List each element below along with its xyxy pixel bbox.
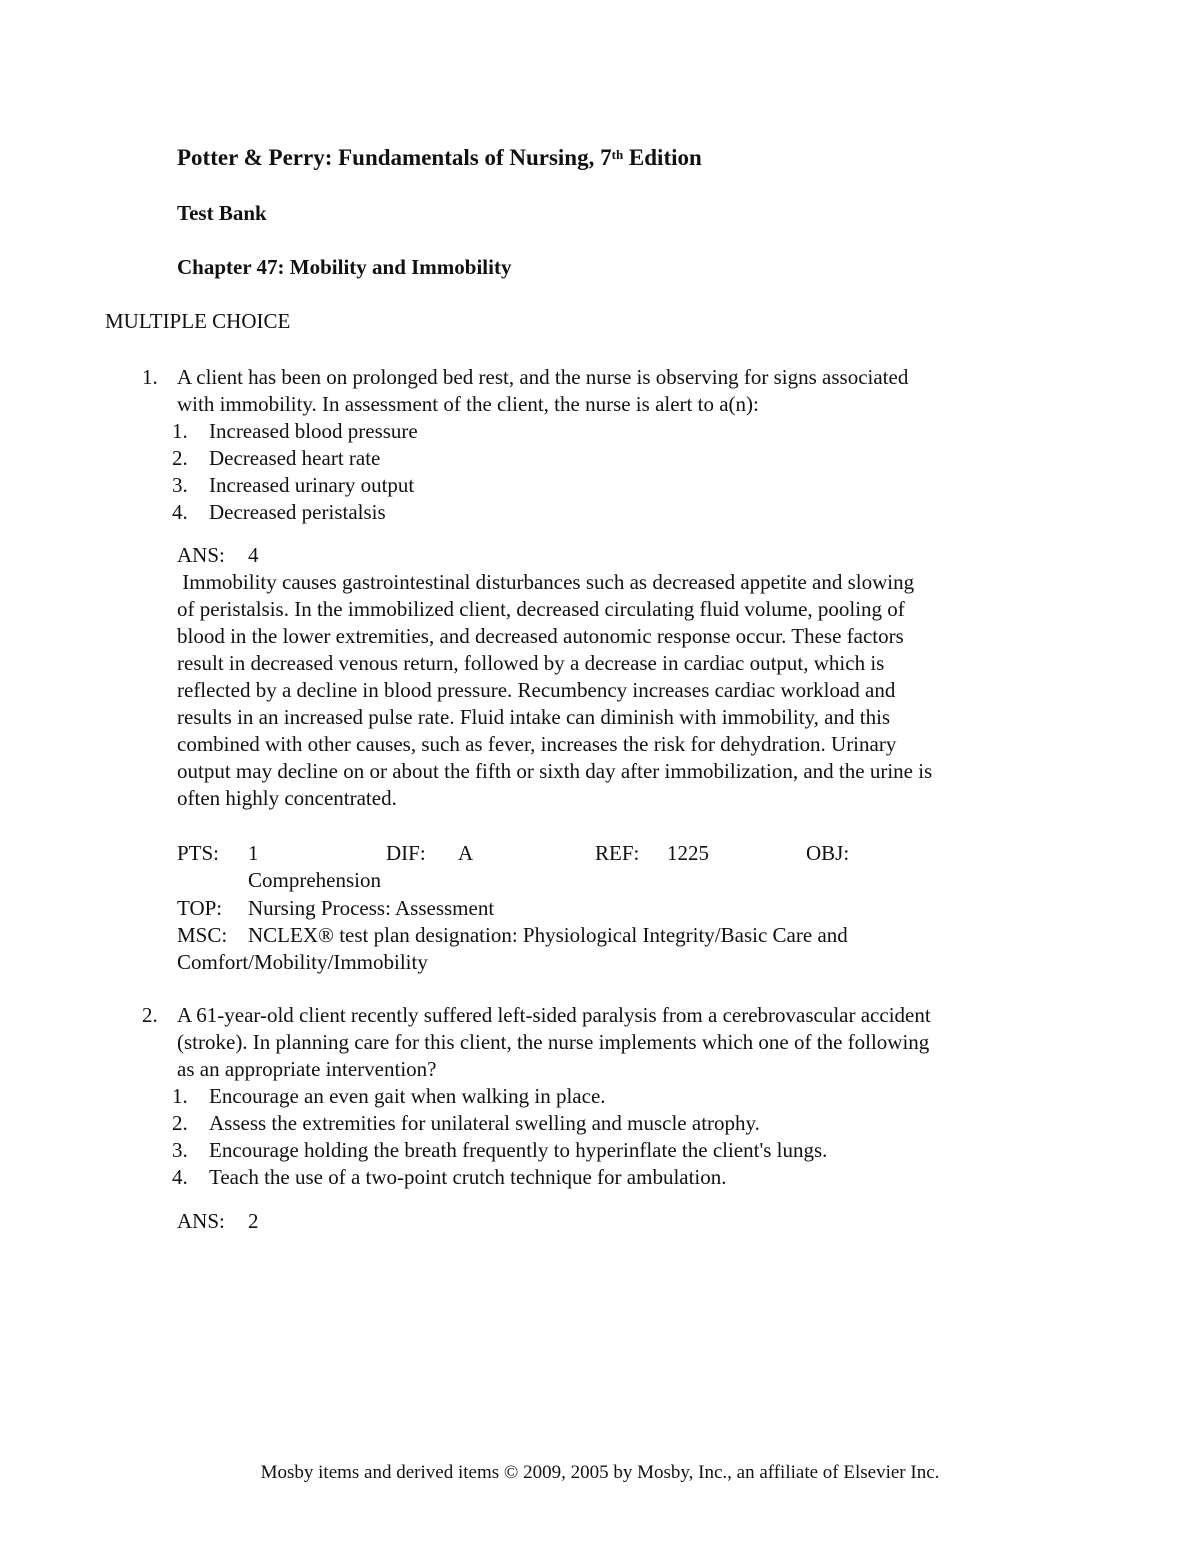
document-title: Potter & Perry: Fundamentals of Nursing, 7th Edition: [177, 145, 702, 170]
option-text: Increased blood pressure: [209, 419, 418, 443]
option-text: Assess the extremities for unilateral swelling and muscle atrophy.: [209, 1111, 760, 1135]
dif-value: A: [458, 841, 474, 865]
rationale-line: combined with other causes, such as fever, increases the risk for dehydration. Urinary: [177, 732, 897, 756]
page-footer: Mosby items and derived items © 2009, 2005 by Mosby, Inc., an affiliate of Elsevier Inc.: [260, 1462, 940, 1483]
option-number: 2.: [172, 446, 188, 470]
option-number: 2.: [172, 1111, 188, 1135]
dif-label: DIF:: [386, 841, 426, 865]
answer-value: 4: [248, 543, 259, 567]
rationale-line: blood in the lower extremities, and decreased autonomic response occur. These factors: [177, 624, 904, 648]
rationale-line: result in decreased venous return, followed by a decrease in cardiac output, which is: [177, 651, 885, 675]
question-stem: A 61-year-old client recently suffered left-sided paralysis from a cerebrovascular accident: [177, 1003, 931, 1027]
section-heading: MULTIPLE CHOICE: [105, 309, 291, 333]
answer-label: ANS:: [177, 543, 225, 567]
msc-value: NCLEX® test plan designation: Physiological Integrity/Basic Care and: [248, 923, 848, 947]
question-number: 1.: [142, 365, 158, 389]
rationale-line: output may decline on or about the fifth or sixth day after immobilization, and the urine is: [177, 759, 933, 783]
question-stem: as an appropriate intervention?: [177, 1057, 437, 1081]
document-subtitle: Test Bank: [177, 201, 267, 225]
answer-value: 2: [248, 1209, 259, 1233]
chapter-heading: Chapter 47: Mobility and Immobility: [177, 255, 512, 279]
option-number: 4.: [172, 500, 188, 524]
top-label: TOP:: [177, 896, 223, 920]
pts-value: 1: [248, 841, 259, 865]
rationale-line: often highly concentrated.: [177, 786, 397, 810]
rationale-line: reflected by a decline in blood pressure. Recumbency increases cardiac workload and: [177, 678, 896, 702]
option-number: 1.: [172, 1084, 188, 1108]
option-text: Teach the use of a two-point crutch technique for ambulation.: [209, 1165, 727, 1189]
obj-value: Comprehension: [248, 868, 381, 892]
option-number: 3.: [172, 473, 188, 497]
rationale-line: Immobility causes gastrointestinal disturbances such as decreased appetite and slowing: [177, 570, 915, 594]
option-number: 1.: [172, 419, 188, 443]
msc-label: MSC:: [177, 923, 228, 947]
option-text: Encourage holding the breath frequently to hyperinflate the client's lungs.: [209, 1138, 828, 1162]
question-stem: A client has been on prolonged bed rest, and the nurse is observing for signs associated: [177, 365, 909, 389]
option-number: 4.: [172, 1165, 188, 1189]
rationale-line: results in an increased pulse rate. Fluid intake can diminish with immobility, and this: [177, 705, 891, 729]
obj-label: OBJ:: [806, 841, 850, 865]
ref-label: REF:: [595, 841, 640, 865]
question-stem: (stroke). In planning care for this client, the nurse implements which one of the following: [177, 1030, 930, 1054]
option-text: Decreased heart rate: [209, 446, 381, 470]
option-text: Encourage an even gait when walking in place.: [209, 1084, 606, 1108]
msc-value-continued: Comfort/Mobility/Immobility: [177, 950, 428, 974]
question-stem: with immobility. In assessment of the client, the nurse is alert to a(n):: [177, 392, 759, 416]
top-value: Nursing Process: Assessment: [248, 896, 495, 920]
pts-label: PTS:: [177, 841, 220, 865]
rationale-line: of peristalsis. In the immobilized client, decreased circulating fluid volume, pooling of: [177, 597, 905, 621]
option-text: Increased urinary output: [209, 473, 415, 497]
option-text: Decreased peristalsis: [209, 500, 386, 524]
option-number: 3.: [172, 1138, 188, 1162]
question-number: 2.: [142, 1003, 158, 1027]
ref-value: 1225: [667, 841, 709, 865]
answer-label: ANS:: [177, 1209, 225, 1233]
